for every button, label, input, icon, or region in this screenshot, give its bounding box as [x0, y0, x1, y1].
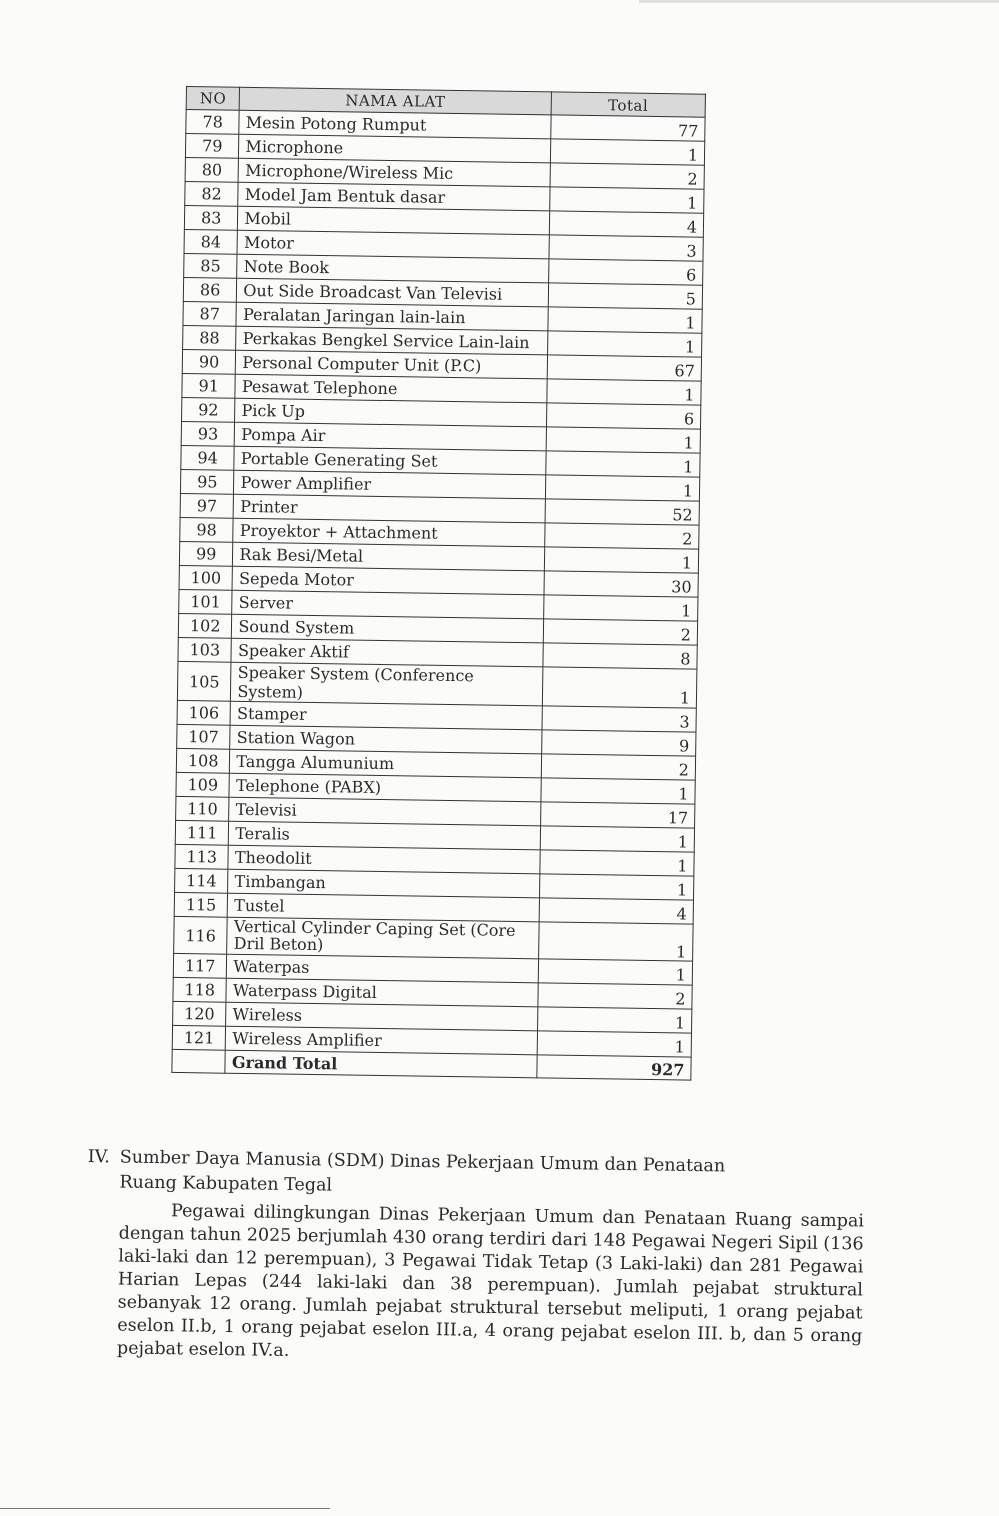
- row-total: 52: [545, 499, 700, 525]
- row-name: Vertical Cylinder Caping Set (Core Dril Beton): [227, 917, 539, 959]
- row-no: 120: [173, 1001, 227, 1026]
- header-total: Total: [551, 92, 706, 117]
- row-name: Microphone: [239, 134, 551, 163]
- row-name: Stamper: [230, 701, 542, 730]
- row-no: 103: [178, 637, 232, 662]
- row-name: Tangga Alumunium: [230, 749, 542, 778]
- row-total: 4: [549, 211, 704, 237]
- row-no: 107: [177, 724, 231, 749]
- row-no: 100: [179, 565, 233, 590]
- row-no: 78: [186, 110, 240, 135]
- row-total: 1: [549, 187, 704, 213]
- row-no: 87: [183, 301, 237, 326]
- row-no: 109: [176, 772, 230, 797]
- row-total: 1: [548, 307, 703, 333]
- row-no: 105: [177, 661, 231, 701]
- row-name: Microphone/Wireless Mic: [238, 158, 550, 187]
- row-no: 121: [172, 1025, 226, 1050]
- row-total: 2: [544, 523, 699, 549]
- row-no: 79: [185, 134, 239, 159]
- row-total: 1: [547, 331, 702, 357]
- row-total: 1: [537, 1007, 692, 1033]
- row-total: 1: [543, 595, 698, 621]
- row-total: 1: [546, 427, 701, 453]
- row-total: 1: [544, 547, 699, 573]
- row-no: 99: [179, 541, 233, 566]
- section-number: IV.: [87, 1146, 111, 1168]
- row-no: 84: [184, 229, 238, 254]
- row-name: Speaker System (Conference System): [231, 662, 543, 706]
- row-no: 114: [175, 868, 229, 893]
- row-no: 95: [180, 469, 234, 494]
- row-no: 86: [183, 277, 237, 302]
- row-total: 2: [543, 619, 698, 645]
- row-total: 2: [538, 983, 693, 1009]
- grand-total-value: 927: [537, 1055, 692, 1080]
- row-name: Peralatan Jaringan lain-lain: [236, 302, 548, 331]
- row-no: 80: [185, 157, 239, 182]
- row-total: 6: [546, 403, 701, 429]
- row-total: 4: [539, 898, 694, 924]
- row-name: Mesin Potong Rumput: [239, 110, 551, 139]
- row-name: Model Jam Bentuk dasar: [238, 182, 550, 211]
- row-name: Perkakas Bengkel Service Lain-lain: [236, 326, 548, 355]
- row-name: Rak Besi/Metal: [233, 542, 545, 571]
- row-total: 5: [548, 283, 703, 309]
- section-iv: [85, 1145, 868, 1372]
- row-name: Teralis: [229, 821, 541, 850]
- row-no: 85: [184, 253, 238, 278]
- row-no: 116: [174, 916, 228, 954]
- row-total: 3: [542, 706, 697, 732]
- table-body: [172, 110, 705, 1058]
- row-name: Theodolit: [228, 845, 540, 874]
- row-no: 118: [173, 977, 227, 1002]
- row-total: 8: [543, 643, 698, 669]
- row-name: Personal Computer Unit (P.C): [236, 350, 548, 379]
- row-total: 1: [540, 850, 695, 876]
- row-name: Wireless Amplifier: [226, 1026, 538, 1055]
- row-name: Wireless: [226, 1002, 538, 1031]
- row-name: Pick Up: [235, 398, 547, 427]
- section-title: Sumber Daya Manusia (SDM) Dinas Pekerjaan Umum dan Penataan Ruang Kabupaten Tegal: [119, 1147, 726, 1196]
- row-total: 1: [550, 139, 705, 165]
- row-name: Speaker Aktif: [231, 638, 543, 667]
- row-total: 1: [545, 475, 700, 501]
- row-no: 97: [180, 493, 234, 518]
- row-total: 9: [541, 730, 696, 756]
- row-total: 1: [538, 959, 693, 985]
- row-total: 1: [539, 874, 694, 900]
- row-no: 102: [178, 613, 232, 638]
- row-name: Mobil: [238, 206, 550, 235]
- row-name: Portable Generating Set: [234, 446, 546, 475]
- row-name: Note Book: [237, 254, 549, 283]
- row-total: 17: [540, 802, 695, 828]
- section-heading: [87, 1145, 868, 1207]
- row-name: Sepeda Motor: [232, 566, 544, 595]
- row-total: 1: [541, 778, 696, 804]
- row-total: 1: [540, 826, 695, 852]
- row-name: Printer: [233, 494, 545, 523]
- row-no: 108: [176, 748, 230, 773]
- row-no: 98: [180, 517, 234, 542]
- row-no: 88: [183, 325, 237, 350]
- row-no: 94: [181, 445, 235, 470]
- row-total: 1: [537, 1031, 692, 1057]
- grand-total-no-cell: [172, 1049, 226, 1073]
- row-name: Pompa Air: [235, 422, 547, 451]
- row-name: Timbangan: [228, 869, 540, 898]
- row-no: 90: [182, 349, 236, 374]
- row-no: 106: [177, 700, 231, 725]
- row-no: 93: [181, 421, 235, 446]
- row-name: Waterpass Digital: [226, 978, 538, 1007]
- row-no: 83: [184, 205, 238, 230]
- row-name: Televisi: [229, 797, 541, 826]
- section-paragraph: Pegawai dilingkungan Dinas Pekerjaan Umum dan Penataan Ruang sampai dengan tahun 2025 berjumlah 430 orang terdiri dari 148 Pegawai Negeri Sipil (136 laki-laki dan 12 perempuan), 3 Pegawai Tidak Tetap (3 Laki-laki) dan 281 Pegawai Harian Lepas (244 laki-laki dan 38 perempuan). Jumlah pejabat struktural sebanyak 12 orang. Jumlah pejabat struktural tersebut meliputi, 1 orang pejabat eselon II.b, 1 orang pejabat eselon III.a, 4 orang pejabat eselon III. b, dan 5 orang pejabat eselon IV.a.: [116, 1201, 865, 1362]
- row-no: 115: [174, 892, 228, 917]
- row-total: 67: [547, 355, 702, 381]
- row-name: Out Side Broadcast Van Televisi: [237, 278, 549, 307]
- row-no: 110: [176, 796, 230, 821]
- row-name: Server: [232, 590, 544, 619]
- row-total: 1: [542, 667, 697, 708]
- row-name: Waterpas: [227, 954, 539, 983]
- header-name: NAMA ALAT: [240, 87, 552, 115]
- row-no: 117: [173, 953, 227, 978]
- row-total: 2: [541, 754, 696, 780]
- row-name: Tustel: [228, 893, 540, 922]
- row-name: Station Wagon: [230, 725, 542, 754]
- row-total: 3: [549, 235, 704, 261]
- row-name: Proyektor + Attachment: [233, 518, 545, 547]
- row-name: Power Amplifier: [234, 470, 546, 499]
- row-name: Telephone (PABX): [229, 773, 541, 802]
- row-name: Pesawat Telephone: [235, 374, 547, 403]
- scan-edge-mark: [639, 0, 999, 3]
- row-total: 2: [550, 163, 705, 189]
- footer-rule: [0, 1508, 330, 1509]
- row-total: 1: [547, 379, 702, 405]
- row-no: 101: [179, 589, 233, 614]
- row-total: 1: [546, 451, 701, 477]
- row-no: 113: [175, 844, 229, 869]
- header-no: NO: [186, 87, 240, 111]
- grand-total-label: Grand Total: [225, 1050, 537, 1078]
- row-total: 1: [538, 922, 693, 961]
- row-total: 30: [544, 571, 699, 597]
- row-name: Sound System: [232, 614, 544, 643]
- row-total: 6: [548, 259, 703, 285]
- row-total: 77: [551, 115, 706, 141]
- equipment-table: [171, 86, 706, 1081]
- row-no: 92: [182, 397, 236, 422]
- row-no: 111: [175, 820, 229, 845]
- row-no: 91: [182, 373, 236, 398]
- row-no: 82: [185, 181, 239, 206]
- row-name: Motor: [237, 230, 549, 259]
